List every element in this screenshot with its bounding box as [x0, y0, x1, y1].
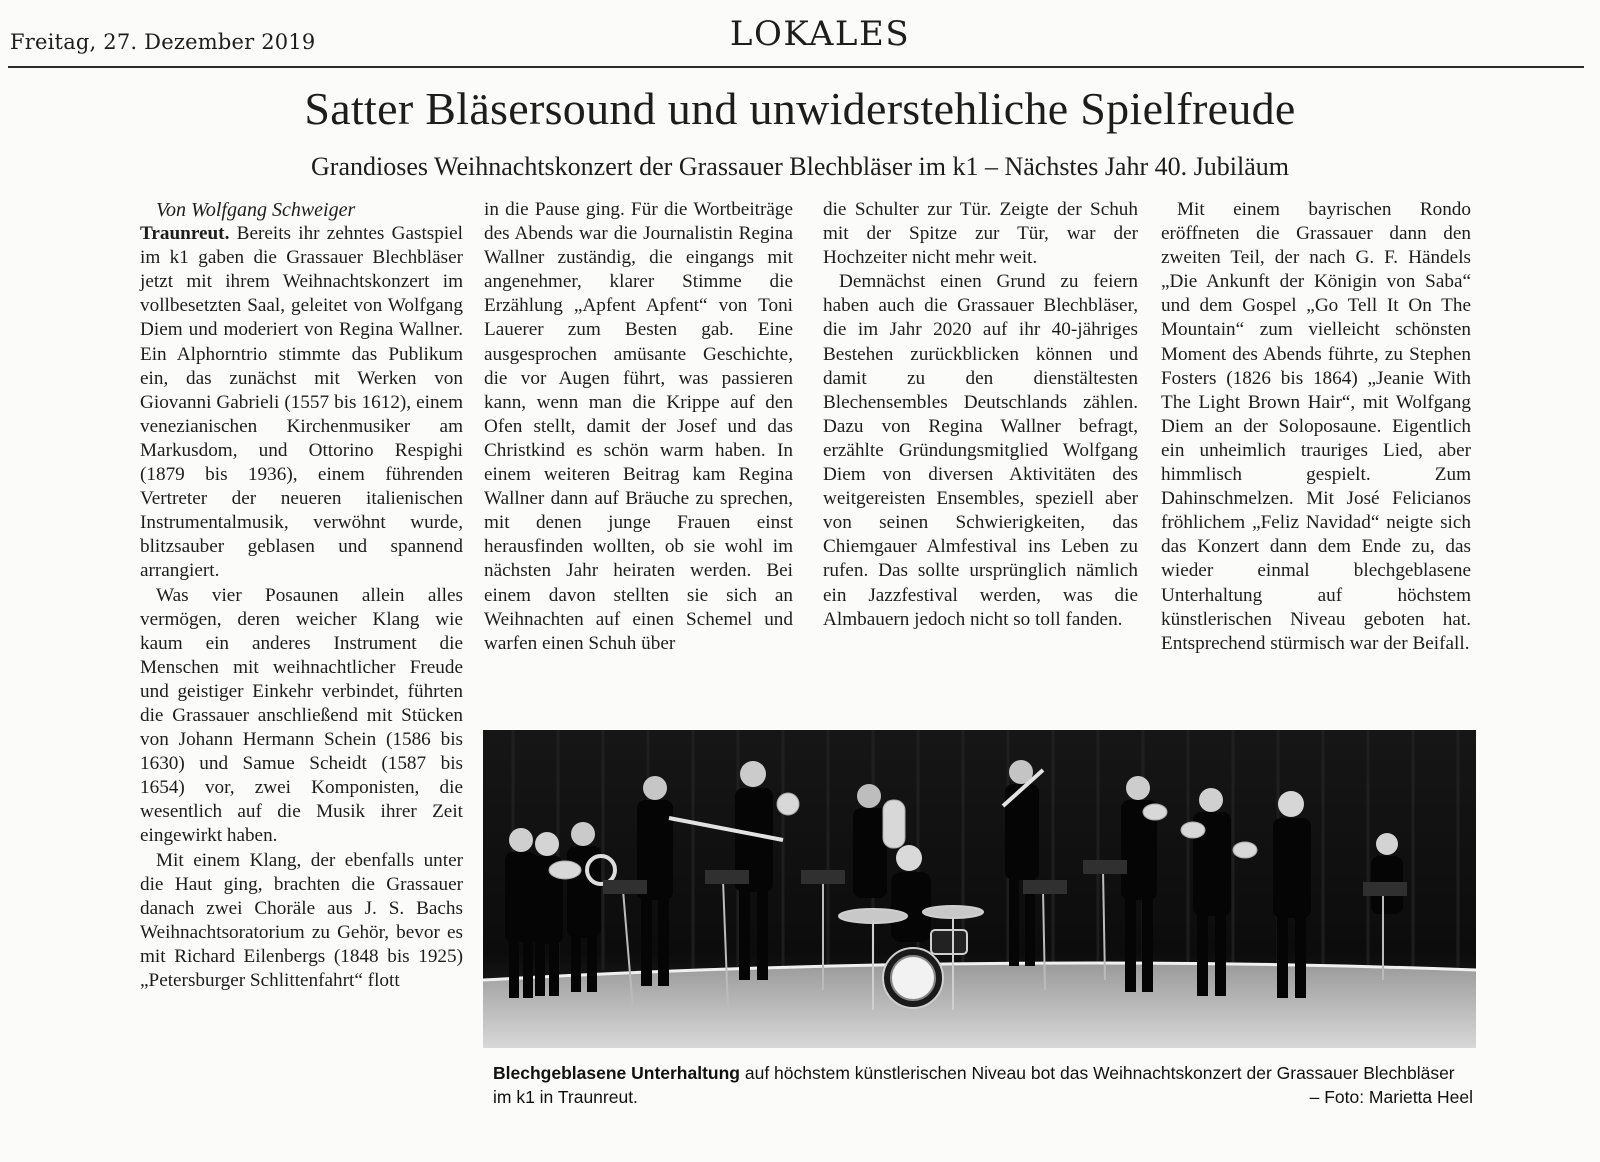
paragraph-4: Demnächst einen Grund zu feiern haben auch die Grassauer Blechbläser, die im Jahr 2020 auf ihr 40-jähriges Bestehen zurückblicken können und damit zu den dienstältesten Blechensembles Deutschlands zählen. Dazu von Regina Wallner befragt, erzählte Gründungsmitglied Wolfgang Diem von diversen Aktivitäten des weitgereisten Ensembles, speziell aber von seinen Schwierigkeiten, das Chiemgauer Almfestival ins Leben zu rufen. Das sollte ursprünglich nämlich ein Jazzfestival werden, was die Almbauern jedoch nicht so toll fanden. [823, 271, 1138, 630]
article-column-2 [484, 198, 793, 656]
paragraph-3-end: die Schulter zur Tür. Zeigte der Schuh mit der Spitze zur Tür, war der Hochzeiter nicht mehr weit. [823, 199, 1138, 269]
paragraph-1-text: Bereits ihr zehntes Gastspiel im k1 gaben die Grassauer Blechbläser jetzt mit ihrem Weihnachtskonzert im vollbesetzten Saal, geleitet von Wolfgang Diem und moderiert von Regina Wallner. Ein Alphorntrio stimmte das Publikum ein, das zunächst mit Werken von Giovanni Gabrieli (1557 bis 1612), einem venezianischen Kirchenmusiker am Markusdom, und Ottorino Respighi (1879 bis 1936), einem führenden Vertreter der neueren italienischen Instrumentalmusik, verwöhnt wurde, blitzsauber geblasen und spannend arrangiert. [140, 223, 464, 582]
paragraph-5: Mit einem bayrischen Rondo eröffneten die Grassauer dann den zweiten Teil, der nach G. F. Händels „Die Ankunft der Königin von Saba“ und dem Gospel „Go Tell It On The Mountain“ zum vielleicht schönsten Moment des Abends führte, zu Stephen Fosters (1826 bis 1864) „Jeanie With The Light Brown Hair“, mit Wolfgang Diem an der Soloposaune. Eigentlich ein unheimlich trauriges Lied, aber himmlisch gespielt. Zum Dahinschmelzen. Mit José Felicianos fröhlichem „Feliz Navidad“ neigte sich das Konzert dann dem Ende zu, das wieder einmal blechgeblasene Unterhaltung auf höchstem künstlerischen Niveau geboten hat. Entsprechend stürmisch war der Beifall. [1161, 199, 1471, 654]
article-column-3 [823, 198, 1138, 632]
byline: Von Wolfgang Schweiger [156, 199, 356, 221]
issue-date: Freitag, 27. Dezember 2019 [10, 30, 316, 54]
concert-photo-illustration [483, 730, 1476, 1048]
article-subheadline: Grandioses Weihnachtskonzert der Grassauer Blechbläser im k1 – Nächstes Jahr 40. Jubiläum [311, 152, 1289, 181]
section-title: LOKALES [729, 14, 911, 54]
photo-caption [493, 1061, 1473, 1109]
paragraph-3: Mit einem Klang, der ebenfalls unter die Haut ging, brachten die Grassauer danach zwei Choräle aus J. S. Bachs Weihnachtsoratorium zu Gehör, bevor es mit Richard Eilenbergs (1848 bis 1925) „Petersburger Schlittenfahrt“ flott [140, 849, 463, 991]
dateline: Traunreut. [140, 223, 230, 245]
article-column-1 [140, 198, 463, 993]
caption-text: auf höchstem künstlerischen Niveau bot das Weihnachtskonzert der Grassauer Blechbläser im k1 in Traunreut. [493, 1063, 1455, 1107]
paragraph-2: Was vier Posaunen allein alles vermögen, deren weicher Klang wie kaum ein anderes Instrument die Menschen mit weihnachtlicher Freude und geistiger Einkehr verbindet, führten die Grassauer anschließend mit Stücken von Johann Hermann Schein (1586 bis 1630) und Samue Scheidt (1587 bis 1654) vor, zwei Komponisten, die wesentlich auf die Musik ihrer Zeit eingewirkt haben. [140, 584, 463, 847]
caption-bold: Blechgeblasene Unterhaltung [493, 1063, 740, 1083]
concert-photo [483, 730, 1476, 1048]
article-column-4 [1161, 198, 1471, 656]
article-headline: Satter Bläsersound und unwiderstehliche Spielfreude [304, 83, 1296, 134]
paragraph-3-continued: in die Pause ging. Für die Wortbeiträge des Abends war die Journalistin Regina Wallner zuständig, die eingangs mit angenehmer, klarer Stimme die Erzählung „Apfent Apfent“ von Toni Lauerer zum Besten gab. Eine ausgesprochen amüsante Geschichte, die vor Augen führt, was passieren kann, wenn man die Krippe auf den Ofen stellt, damit der Josef und das Christkind es schön warm haben. In einem weiteren Beitrag kam Regina Wallner dann auf Bräuche zu sprechen, mit denen junge Frauen einst herausfinden wollten, ob sie wohl im nächsten Jahr heiraten werden. Bei einem davon stellten sie sich an Weihnachten auf einen Schemel und warfen einen Schuh über [484, 199, 793, 654]
photo-credit: – Foto: Marietta Heel [1309, 1087, 1473, 1107]
header-rule [8, 66, 1584, 68]
paragraph-1 [140, 222, 463, 583]
